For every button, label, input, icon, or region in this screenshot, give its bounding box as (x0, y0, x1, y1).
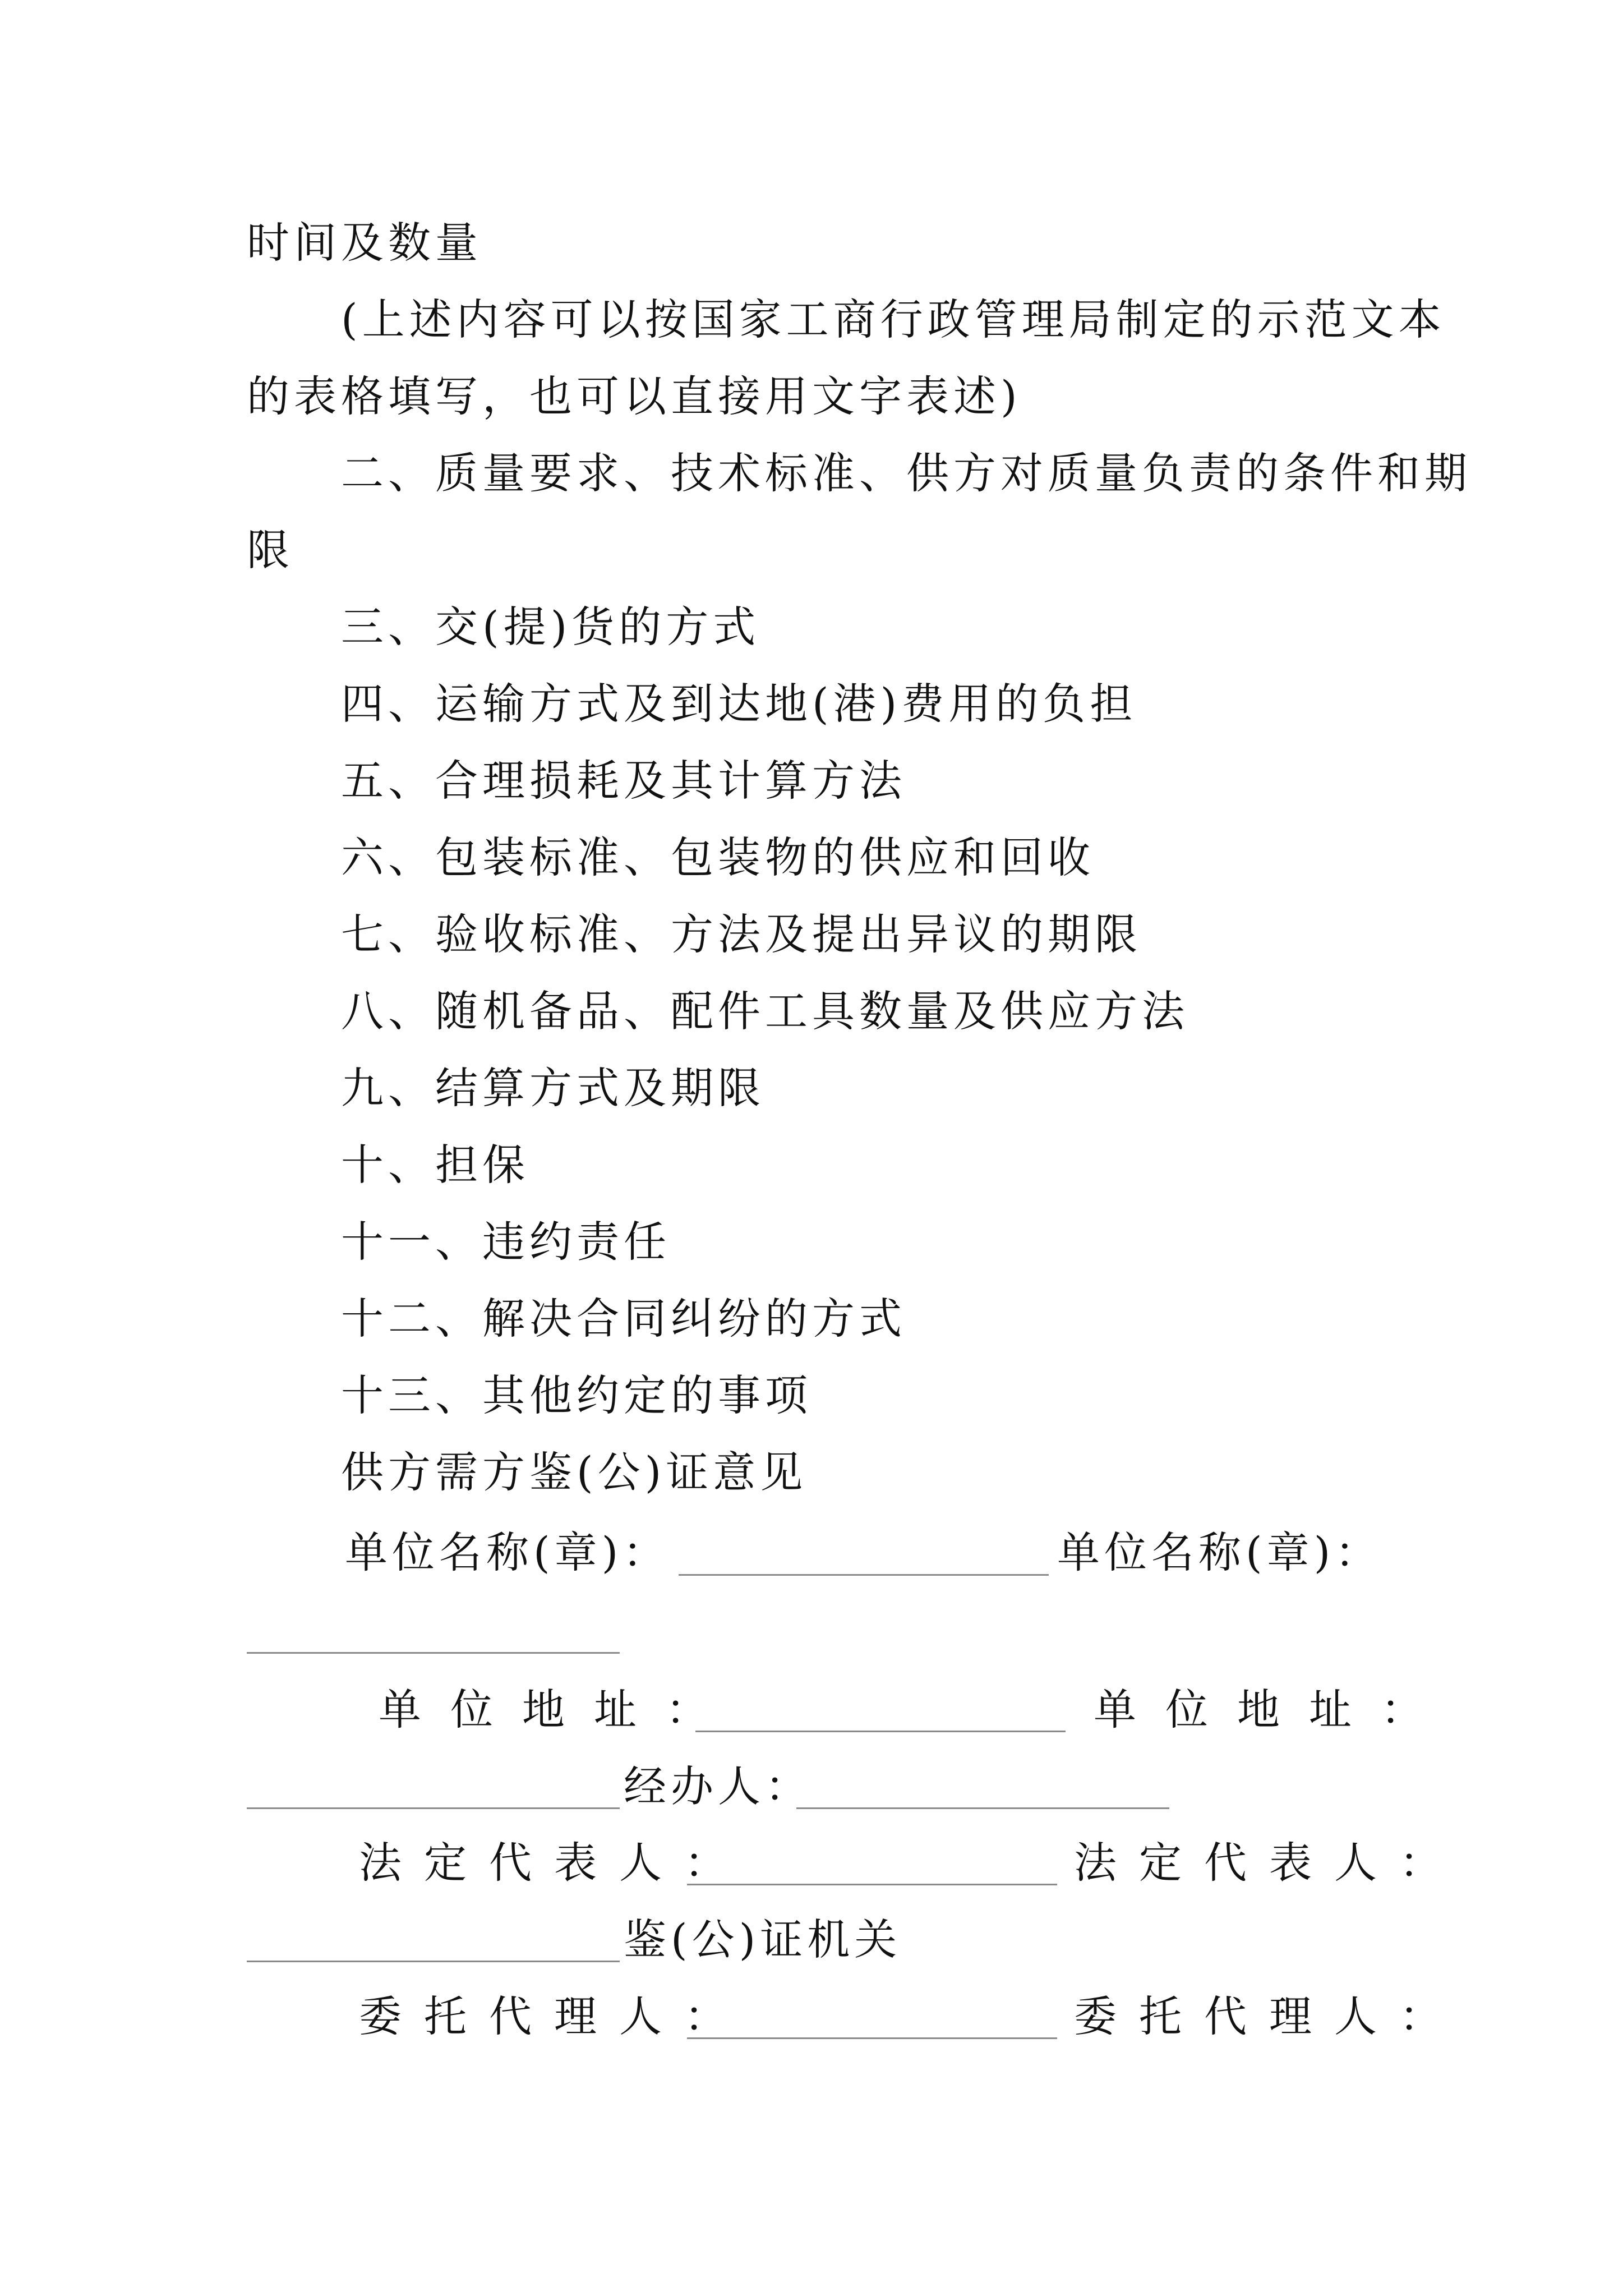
unit-addr-blank-left[interactable] (695, 1731, 1066, 1732)
unit-name-label-left: 单位名称(章)： (345, 1527, 670, 1577)
clause-10: 十、担保 (341, 1140, 529, 1190)
clause-13: 十三、其他约定的事项 (341, 1370, 812, 1420)
clause-5: 五、合理损耗及其计算方法 (341, 756, 906, 806)
legal-rep-label-left: 法定代表人： (359, 1838, 749, 1888)
legal-rep-blank-right[interactable] (247, 1961, 620, 1962)
text-line-1: 时间及数量 (247, 218, 482, 268)
agent-blank[interactable] (796, 1807, 1169, 1809)
unit-addr-label-left: 单位地址： (379, 1685, 737, 1734)
proxy-label-right: 委托代理人： (1074, 1991, 1464, 2041)
unit-name-blank-left[interactable] (679, 1574, 1049, 1576)
clause-8: 八、随机备品、配件工具数量及供应方法 (341, 986, 1189, 1036)
unit-name-blank-right[interactable] (247, 1652, 620, 1654)
clause-12: 十二、解决合同纠纷的方式 (341, 1294, 906, 1343)
clause-9: 九、结算方式及期限 (341, 1063, 765, 1113)
text-line-2: (上述内容可以按国家工商行政管理局制定的示范文本 (341, 295, 1446, 344)
clause-6: 六、包装标准、包装物的供应和回收 (341, 832, 1095, 882)
legal-rep-label-right: 法定代表人： (1074, 1838, 1464, 1888)
notary-office-label: 鉴(公)证机关 (624, 1915, 902, 1964)
opinion-heading: 供方需方鉴(公)证意见 (341, 1447, 808, 1497)
unit-addr-label-right: 单位地址： (1094, 1685, 1453, 1734)
clause-4: 四、运输方式及到达地(港)费用的负担 (341, 679, 1137, 729)
clause-3: 三、交(提)货的方式 (341, 602, 760, 652)
unit-name-label-right: 单位名称(章)： (1057, 1527, 1382, 1577)
agent-label: 经办人： (624, 1761, 812, 1811)
text-line-5: 限 (247, 525, 294, 575)
clause-11: 十一、违约责任 (341, 1217, 671, 1267)
text-line-4: 二、质量要求、技术标准、供方对质量负责的条件和期 (341, 448, 1472, 498)
unit-addr-blank-right[interactable] (247, 1807, 620, 1809)
clause-7: 七、验收标准、方法及提出异议的期限 (341, 909, 1142, 959)
legal-rep-blank-left[interactable] (687, 1884, 1057, 1885)
proxy-blank-left[interactable] (687, 2037, 1057, 2039)
proxy-label-left: 委托代理人： (359, 1991, 749, 2041)
text-line-3: 的表格填写，也可以直接用文字表述) (247, 371, 1022, 421)
